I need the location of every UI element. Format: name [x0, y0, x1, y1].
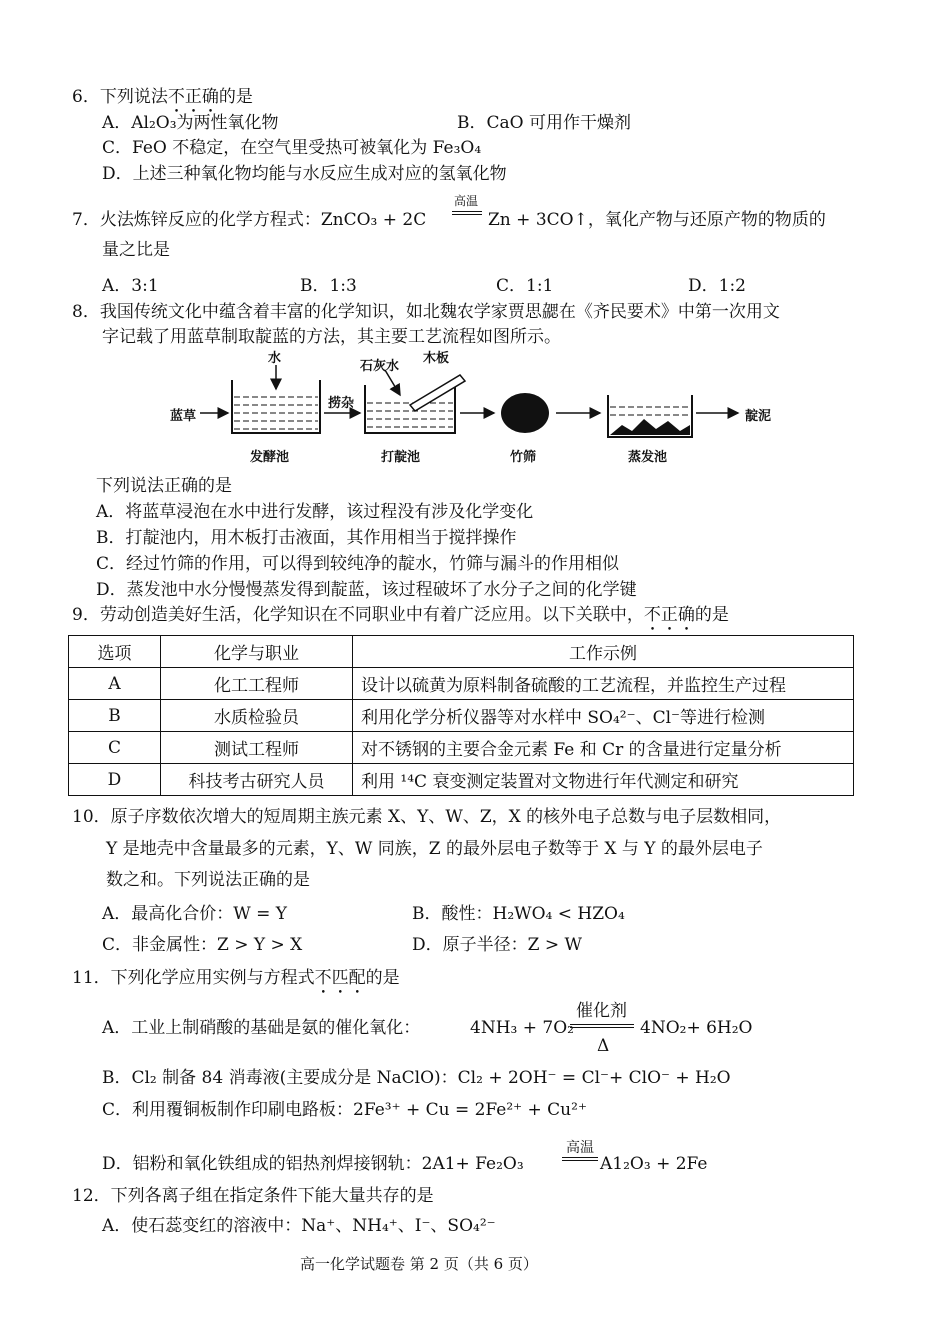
label-lime-water: 石灰水: [360, 359, 400, 374]
q8-option-c: C．经过竹筛的作用，可以得到较纯净的靛水，竹筛与漏斗的作用相似: [96, 554, 620, 574]
q10-option-a: A．最高化合价：W = Y: [102, 904, 288, 924]
q11-a-eq-bar2: [570, 1027, 634, 1028]
label-pool-2: 打靛池: [381, 450, 421, 465]
q9-table: [68, 635, 854, 796]
q11-a-heat: Δ: [597, 1036, 610, 1056]
q8-stem-2: 字记载了用蓝草制取靛蓝的方法，其主要工艺流程如图所示。: [102, 327, 561, 347]
label-pool-3: 蒸发池: [628, 450, 668, 465]
q11-d-eq-bar: [562, 1157, 598, 1158]
bamboo-sieve: [501, 393, 549, 433]
q8-option-a: A．将蓝草浸泡在水中进行发酵，该过程没有涉及化学变化: [96, 502, 534, 522]
evaporation-pool: [608, 395, 692, 437]
q10-stem-3: 数之和。下列说法正确的是: [106, 870, 310, 890]
q11-d-eq-bar2: [562, 1160, 598, 1161]
table-row: [69, 764, 854, 796]
header-example: 工作示例: [353, 636, 854, 668]
table-cell: 科技考古研究人员: [161, 764, 353, 796]
header-profession: 化学与职业: [161, 636, 353, 668]
q6-stem: 6．下列说法不正确的是: [72, 87, 253, 107]
q11-option-c: C．利用覆铜板制作印刷电路板：2Fe³⁺ + Cu = 2Fe²⁺ + Cu²⁺: [102, 1100, 587, 1120]
label-remove: 捞杂: [328, 396, 355, 411]
label-water: 水: [268, 351, 282, 366]
table-cell: C: [69, 732, 161, 764]
q11-a-eq-left: 4NH₃ + 7O₂: [470, 1018, 574, 1038]
page-footer: 高一化学试题卷 第 2 页（共 6 页）: [300, 1255, 538, 1273]
q12-stem: 12．下列各离子组在指定条件下能大量共存的是: [72, 1186, 434, 1206]
q10-option-b: B．酸性：H₂WO₄ < HZO₄: [412, 904, 625, 924]
table-cell: 利用化学分析仪器等对水样中 SO₄²⁻、Cl⁻等进行检测: [353, 700, 854, 732]
label-product: 靛泥: [745, 409, 772, 424]
label-board: 木板: [423, 351, 450, 366]
q11-stem: 11．下列化学应用实例与方程式不匹配的是: [72, 968, 400, 988]
table-row: [69, 700, 854, 732]
q7-condition: 高温: [454, 194, 479, 208]
label-grass: 蓝草: [170, 409, 197, 424]
q11-option-d: D．铝粉和氧化铁组成的铝热剂焊接钢轨：2A1+ Fe₂O₃: [102, 1154, 524, 1174]
table-row: [69, 732, 854, 764]
table-row: [69, 668, 854, 700]
wooden-board: [410, 375, 465, 411]
q11-a-catalyst: 催化剂: [576, 1001, 627, 1021]
table-header-row: [69, 636, 854, 668]
q11-a-eq-right: 4NO₂+ 6H₂O: [640, 1018, 753, 1038]
table-cell: A: [69, 668, 161, 700]
q6-option-d: D．上述三种氧化物均能与水反应生成对应的氢氧化物: [102, 164, 507, 184]
q10-stem-2: Y 是地壳中含量最多的元素，Y、W 同族，Z 的最外层电子数等于 X 与 Y 的最外层电子: [106, 839, 763, 859]
q7-option-c: C．1:1: [496, 276, 554, 296]
q11-d-eq-right: A1₂O₃ + 2Fe: [600, 1154, 708, 1174]
q11-option-a: A．工业上制硝酸的基础是氨的催化氧化：: [102, 1018, 421, 1038]
q11-a-eq-bar: [570, 1024, 634, 1025]
q6-option-c: C．FeO 不稳定，在空气里受热可被氧化为 Fe₃O₄: [102, 138, 482, 158]
table-cell: 测试工程师: [161, 732, 353, 764]
label-pool-1: 发酵池: [250, 450, 290, 465]
q8-sub-stem: 下列说法正确的是: [96, 476, 232, 496]
q11-d-condition: 高温: [566, 1140, 594, 1156]
q10-option-d: D．原子半径：Z > W: [412, 935, 582, 955]
label-sieve: 竹筛: [510, 450, 537, 465]
q8-option-b: B．打靛池内，用木板打击液面，其作用相当于搅拌操作: [96, 528, 517, 548]
q7-eq-bar2: [452, 214, 482, 215]
table-cell: 利用 ¹⁴C 衰变测定装置对文物进行年代测定和研究: [353, 764, 854, 796]
q7-option-d: D．1:2: [688, 276, 746, 296]
q8-option-d: D．蒸发池中水分慢慢蒸发得到靛蓝，该过程破坏了水分子之间的化学键: [96, 580, 637, 600]
table-cell: B: [69, 700, 161, 732]
q7-option-b: B．1:3: [300, 276, 357, 296]
q10-option-c: C．非金属性：Z > Y > X: [102, 935, 303, 955]
table-cell: 化工工程师: [161, 668, 353, 700]
q8-stem-1: 8．我国传统文化中蕴含着丰富的化学知识，如北魏农学家贾思勰在《齐民要术》中第一次用文: [72, 302, 780, 322]
table-cell: D: [69, 764, 161, 796]
table-cell: 水质检验员: [161, 700, 353, 732]
q7-stem-c: 量之比是: [102, 240, 170, 260]
table-cell: 对不锈钢的主要合金元素 Fe 和 Cr 的含量进行定量分析: [353, 732, 854, 764]
q7-eq-bar: [452, 211, 482, 212]
q6-option-a: A．Al₂O₃为两性氧化物: [102, 113, 279, 133]
q12-option-a: A．使石蕊变红的溶液中：Na⁺、NH₄⁺、I⁻、SO₄²⁻: [102, 1216, 496, 1236]
q6-option-b: B．CaO 可用作干燥剂: [457, 113, 631, 133]
q10-stem-1: 10．原子序数依次增大的短周期主族元素 X、Y、W、Z，X 的核外电子总数与电子层数相同，: [72, 807, 782, 827]
q7-stem-a: 7．火法炼锌反应的化学方程式：ZnCO₃ + 2C: [72, 210, 427, 230]
q9-stem: 9．劳动创造美好生活，化学知识在不同职业中有着广泛应用。以下关联中，不正确的是: [72, 605, 729, 625]
q7-option-a: A．3:1: [102, 276, 159, 296]
q11-option-b: B．Cl₂ 制备 84 消毒液(主要成分是 NaClO)：Cl₂ + 2OH⁻ = Cl⁻+ ClO⁻ + H₂O: [102, 1068, 731, 1088]
q7-stem-b: Zn + 3CO↑，氧化产物与还原产物的物质的: [488, 210, 826, 230]
table-cell: 设计以硫黄为原料制备硫酸的工艺流程，并监控生产过程: [353, 668, 854, 700]
header-option: 选项: [69, 636, 161, 668]
